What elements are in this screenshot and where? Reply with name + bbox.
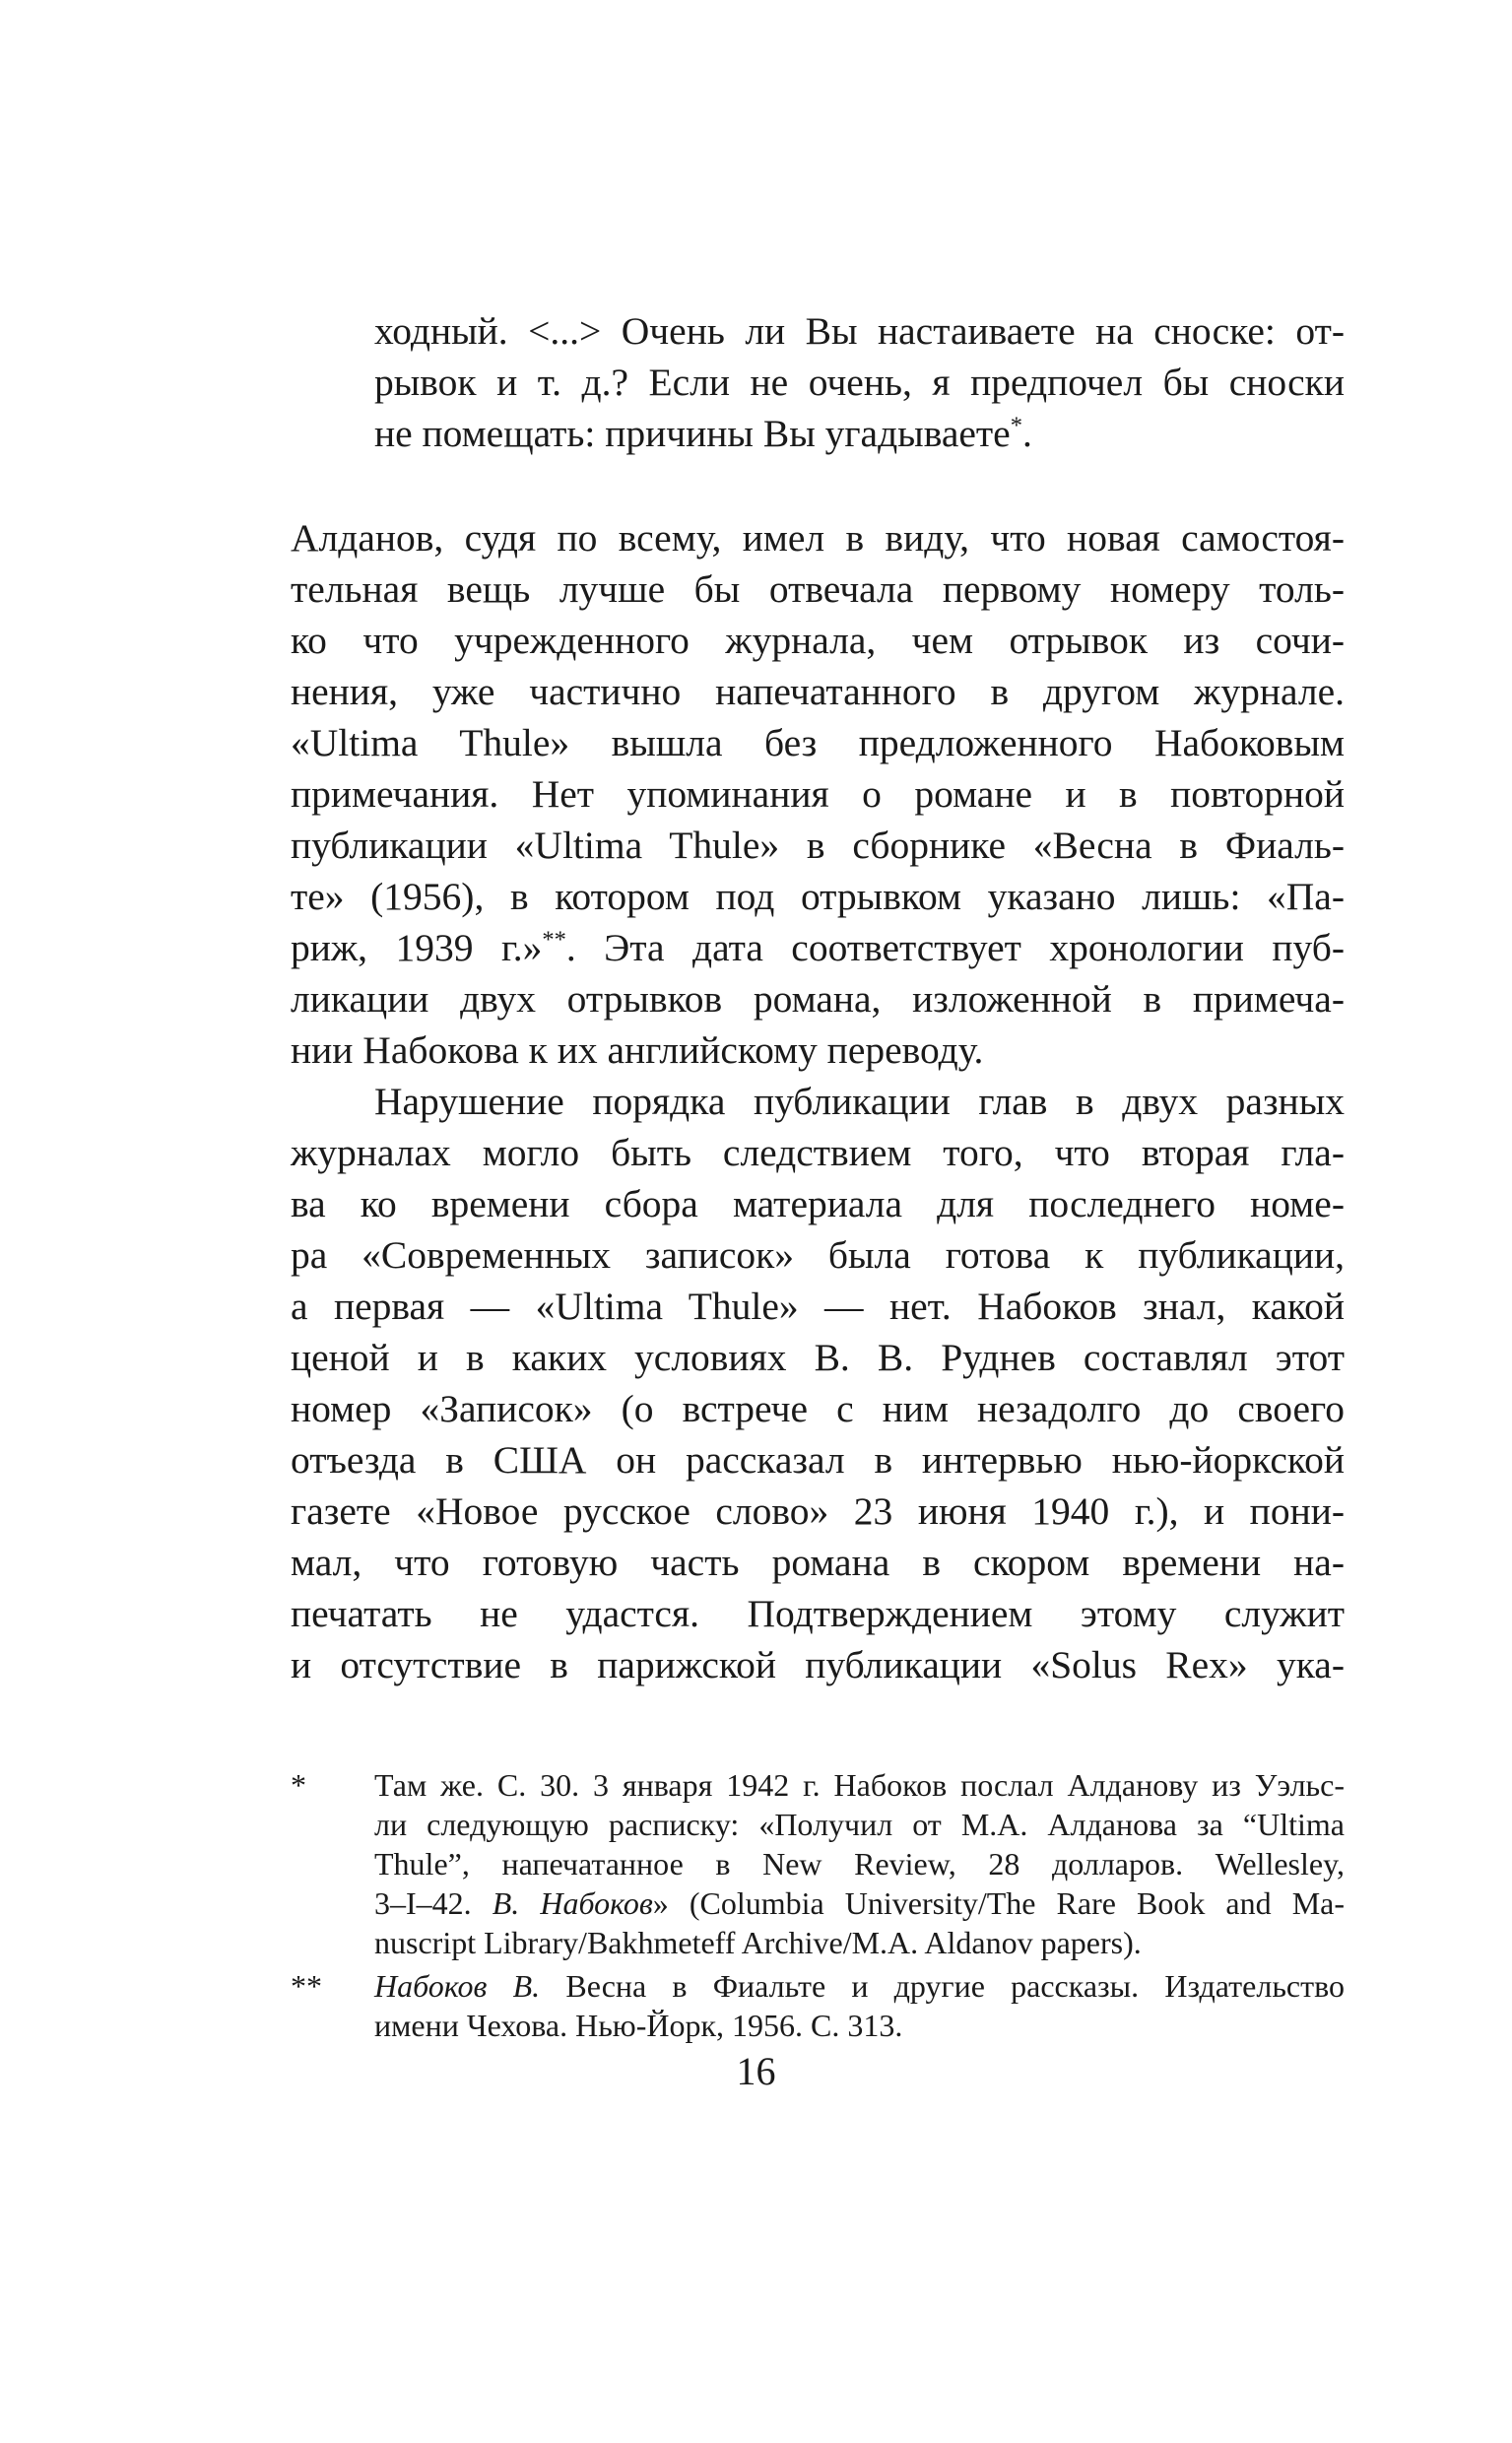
body-text [291, 512, 1345, 1690]
paragraph2-line: мал, что готовую часть романа в скором времени на- [291, 1541, 1345, 1584]
body-line-9-before: риж, 1939 г.» [291, 926, 543, 969]
footnote-1 [291, 1765, 1345, 1962]
footnote-2-marker: ** [291, 1968, 322, 2004]
quote-line-3-tail: . [1021, 412, 1032, 455]
footnote-1-line: ли следующую расписку: «Получил от М.А. Алданова за “Ultima [374, 1807, 1345, 1842]
footnote-1-line: nuscript Library/Bakhmeteff Archive/M.A. Aldanov papers). [374, 1925, 1142, 1960]
body-line-with-ref [291, 922, 1345, 973]
footnote-1-line4-before: 3–I–42. [374, 1885, 493, 1921]
body-line: нения, уже частично напечатанного в другом журнале. [291, 670, 1345, 713]
paragraph2-line: а первая — «Ultima Thule» — нет. Набоков знал, какой [291, 1285, 1345, 1328]
paragraph2-first-line: Нарушение порядка публикации глав в двух разных [374, 1080, 1345, 1123]
quote-line-3 [374, 408, 1345, 459]
body-line: примечания. Нет упоминания о романе и в повторной [291, 772, 1345, 816]
quote-line-2: рывок и т. д.? Если не очень, я предпочел бы сноски [374, 361, 1345, 404]
footnote-1-line: Thule”, напечатанное в New Review, 28 долларов. Wellesley, [374, 1846, 1345, 1882]
paragraph2-line: номер «Записок» (о встрече с ним незадолго до своего [291, 1387, 1345, 1430]
footnote-1-line4-after: » (Columbia University/The Rare Book and Ma- [652, 1885, 1345, 1921]
footnote-1-line-with-italic [374, 1883, 1345, 1923]
footnote-2-line1-after: Весна в Фиальте и другие рассказы. Издательство [540, 1968, 1346, 2004]
block-quote [374, 305, 1345, 459]
footnote-ref-1[interactable]: * [1010, 412, 1022, 439]
body-line: те» (1956), в котором под отрывком указано лишь: «Па- [291, 875, 1345, 918]
footnote-2-line: имени Чехова. Нью-Йорк, 1956. С. 313. [374, 2008, 903, 2043]
body-line: ликации двух отрывков романа, изложенной в примеча- [291, 977, 1345, 1021]
body-line: тельная вещь лучше бы отвечала первому номеру толь- [291, 567, 1345, 611]
footnote-1-signature: В. Набоков [492, 1885, 653, 1921]
body-line: Алданов, судя по всему, имел в виду, что новая самостоя- [291, 516, 1345, 560]
paragraph2-line: ра «Современных записок» была готова к публикации, [291, 1233, 1345, 1277]
body-line: ко что учрежденного журнала, чем отрывок из сочи- [291, 619, 1345, 662]
footnote-ref-2[interactable]: ** [542, 926, 566, 954]
page-number: 16 [736, 2049, 776, 2093]
body-line: публикации «Ultima Thule» в сборнике «Весна в Фиаль- [291, 824, 1345, 867]
footnote-1-marker: * [291, 1767, 306, 1803]
paragraph2-line: журналах могло быть следствием того, что вторая гла- [291, 1131, 1345, 1174]
body-line: «Ultima Thule» вышла без предложенного Набоковым [291, 721, 1345, 764]
paragraph2-line: печатать не удастся. Подтверждением этому служит [291, 1592, 1345, 1635]
paragraph2-line: газете «Новое русское слово» 23 июня 1940 г.), и пони- [291, 1489, 1345, 1533]
footnote-2-author: Набоков В. [374, 1968, 541, 2004]
footnotes [291, 1765, 1345, 2045]
footnote-2 [291, 1966, 1345, 2045]
body-line-last: нии Набокова к их английскому переводу. [291, 1028, 984, 1072]
footnote-2-line-with-italic [374, 1966, 1345, 2006]
paragraph2-line: отъезда в США он рассказал в интервью нью-йоркской [291, 1438, 1345, 1482]
paragraph2-line: ценой и в каких условиях В. В. Руднев составлял этот [291, 1336, 1345, 1379]
quote-line-3-text: не помещать: причины Вы угадываете [374, 412, 1011, 455]
body-line-9-after: . Эта дата соответствует хронологии пуб- [565, 926, 1345, 969]
quote-line-1: ходный. <...> Очень ли Вы настаиваете на сноске: от- [374, 309, 1345, 353]
footnote-1-line: Там же. С. 30. 3 января 1942 г. Набоков послал Алданову из Уэльс- [374, 1767, 1345, 1803]
paragraph2-line: ва ко времени сбора материала для последнего номе- [291, 1182, 1345, 1225]
paragraph2-line: и отсутствие в парижской публикации «Solus Rex» ука- [291, 1643, 1345, 1686]
